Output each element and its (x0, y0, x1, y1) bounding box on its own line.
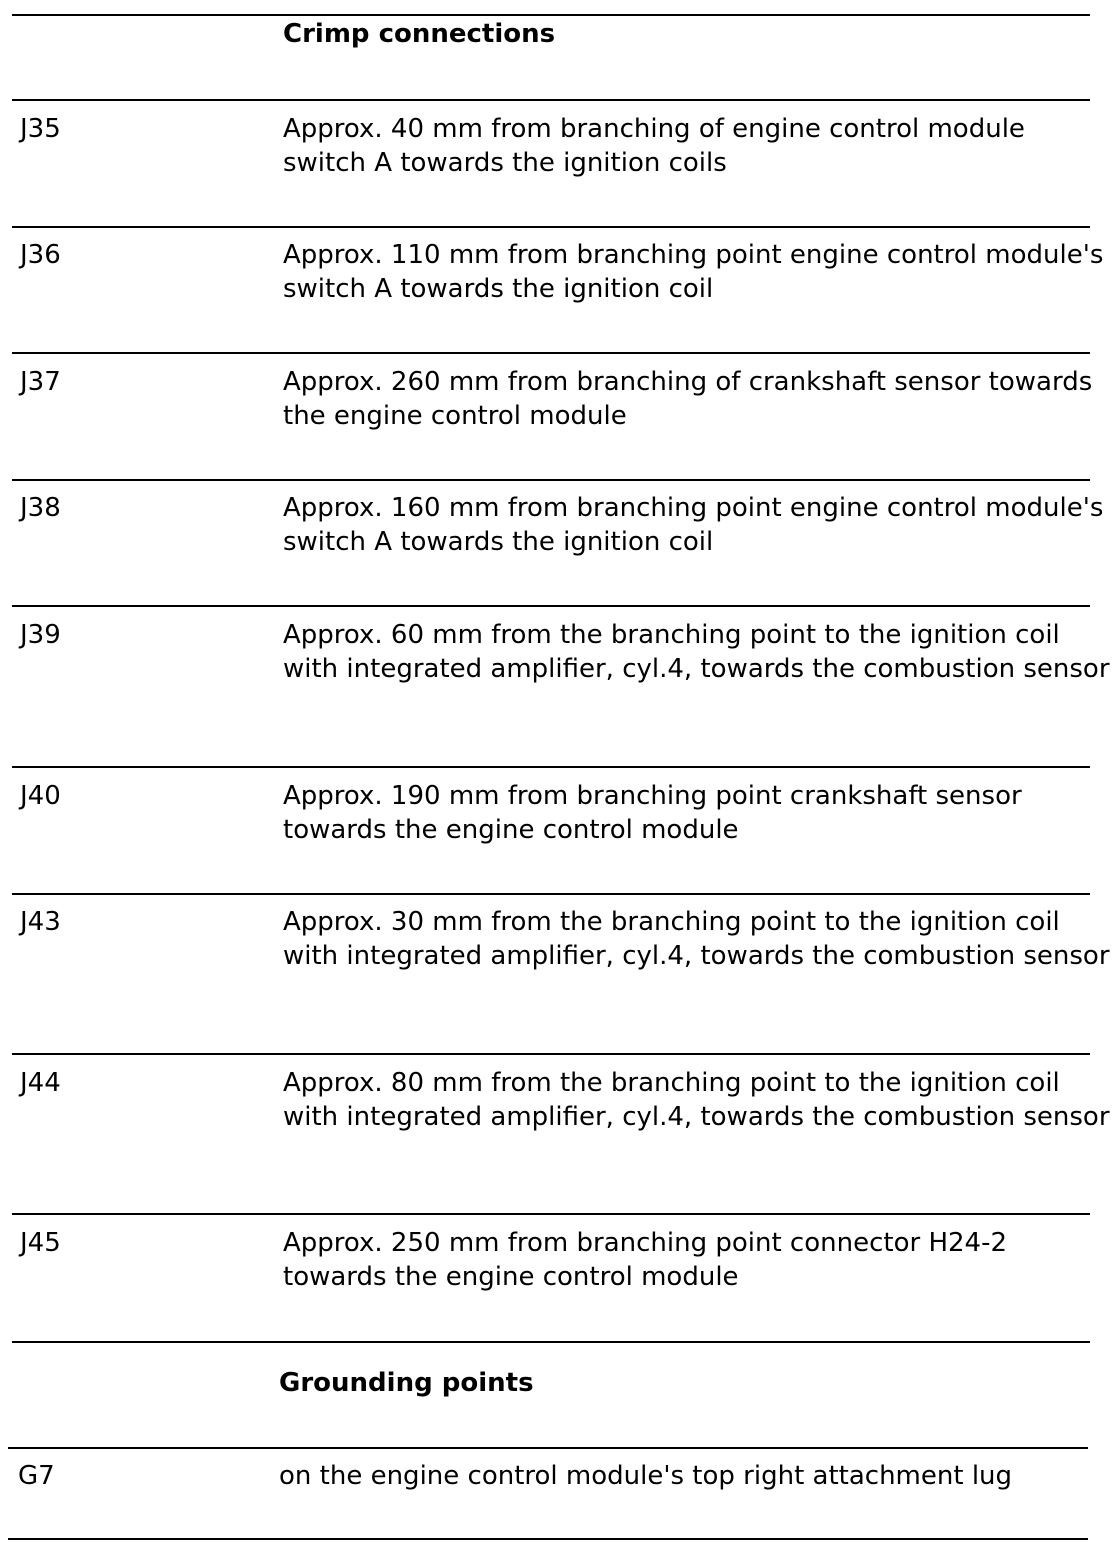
connection-code: J44 (20, 1068, 61, 1098)
connection-code: J35 (20, 114, 61, 144)
section-heading-crimp-connections: Crimp connections (283, 19, 556, 49)
grounding-description: on the engine control module's top right attachment lug (279, 1461, 1013, 1491)
connection-description: Approx. 110 mm from branching point engine control module's switch A towards the ignition coil (283, 240, 1104, 304)
row-divider (12, 352, 1090, 354)
row-divider (8, 1447, 1088, 1449)
connection-description: Approx. 80 mm from the branching point to the ignition coil with integrated amplifier, cyl.4, towards the combustion sensor (283, 1068, 1110, 1132)
row-divider (12, 605, 1090, 607)
connection-description: Approx. 30 mm from the branching point to the ignition coil with integrated amplifier, cyl.4, towards the combustion sensor (283, 907, 1110, 971)
row-divider (12, 479, 1090, 481)
table-top-rule (12, 14, 1090, 16)
connection-description: Approx. 40 mm from branching of engine control module switch A towards the ignition coils (283, 114, 1025, 178)
grounding-code: G7 (18, 1461, 55, 1491)
connection-code: J43 (20, 907, 61, 937)
row-divider (12, 766, 1090, 768)
connection-description: Approx. 60 mm from the branching point to the ignition coil with integrated amplifier, cyl.4, towards the combustion sensor (283, 620, 1110, 684)
connection-code: J37 (20, 367, 61, 397)
connection-description: Approx. 190 mm from branching point crankshaft sensor towards the engine control module (283, 781, 1022, 845)
row-divider (12, 99, 1090, 101)
row-divider (12, 1341, 1090, 1343)
section-heading-grounding-points: Grounding points (279, 1368, 534, 1398)
connection-code: J45 (20, 1228, 61, 1258)
connection-code: J38 (20, 493, 61, 523)
connection-code: J36 (20, 240, 61, 270)
connection-description: Approx. 160 mm from branching point engine control module's switch A towards the ignition coil (283, 493, 1104, 557)
connection-description: Approx. 260 mm from branching of crankshaft sensor towards the engine control module (283, 367, 1093, 431)
row-divider (12, 1053, 1090, 1055)
row-divider (12, 893, 1090, 895)
table-bottom-rule (8, 1538, 1088, 1540)
connection-description: Approx. 250 mm from branching point connector H24-2 towards the engine control module (283, 1228, 1008, 1292)
connection-code: J40 (20, 781, 61, 811)
row-divider (12, 226, 1090, 228)
row-divider (12, 1213, 1090, 1215)
connection-code: J39 (20, 620, 61, 650)
